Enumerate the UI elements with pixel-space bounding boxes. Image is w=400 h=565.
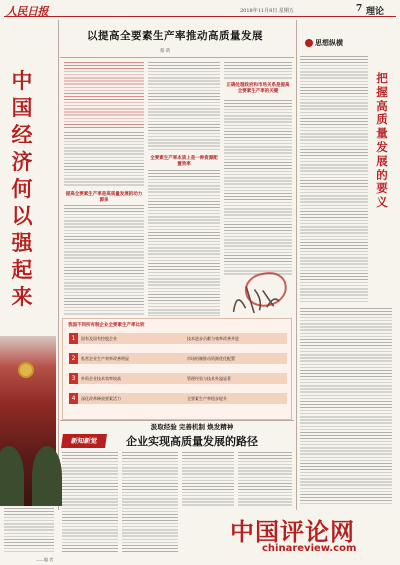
column-tag: 新知新觉 [61,434,107,448]
article-subheading: 提高全要素生产率是高质量发展的动力源泉 [65,192,143,203]
title-char: 义 [376,195,388,210]
row-left-text: 深化改革释放要素活力 [81,395,121,401]
title-char: 国 [11,96,33,120]
left-feature-title [8,68,36,311]
right-column-text [300,56,368,304]
infographic-row [69,353,287,364]
page-number: 7 [356,4,363,14]
headline-rule [60,57,294,58]
title-char: 的 [376,167,388,182]
infographic-box [62,318,292,420]
article-subheading: 全要素生产率本质上是一种资源配置效率 [150,156,218,167]
column-divider [296,20,297,510]
title-char: 何 [11,177,33,201]
row-left-text: 外资企业技术效率较高 [81,375,121,381]
title-char: 以 [11,204,33,228]
article-body-text [224,100,292,276]
speech-bubble-icon [305,39,313,47]
calligraphy-logo [224,274,289,322]
title-char: 展 [376,153,388,168]
main-byline: 蔡 昉 [160,49,171,54]
title-char: 高 [376,98,388,113]
main-headline: 以提高全要素生产率推动高质量发展 [87,30,263,42]
row-left-text: 国有及国有控股企业 [81,335,117,341]
infographic-title: 我国不同所有制企业全要素生产率比较 [68,323,145,328]
section-name: 理论 [366,7,385,17]
second-article-headline: 企业实现高质量发展的路径 [126,435,258,448]
column-divider [58,20,59,510]
section-rule [60,420,294,421]
emblem-icon [18,362,34,378]
title-char: 经 [11,123,33,147]
article-subheading: 正确处理政府和市场关系是提高全要素生产率的关键 [226,83,290,94]
opinion-tag-label: 思想纵横 [315,38,343,47]
title-char: 握 [376,84,388,99]
row-number: 4 [69,393,78,404]
editor-note: ——编 者 [36,557,54,562]
title-char: 把 [376,71,388,85]
masthead [4,3,396,17]
article-body-text [148,170,220,316]
opinion-column-tag [305,38,369,50]
article-body-text [182,452,234,508]
right-column-text [300,308,392,506]
issue-date: 2018年11月8日 星期五 [240,8,294,14]
article-body-text [64,205,144,315]
tree-shape [0,446,24,506]
right-column-title [372,72,392,210]
tiananmen-photo [0,336,56,506]
row-right-text: 全要素生产率稳步提升 [187,395,227,401]
article-body-text [148,62,220,152]
title-char: 要 [376,181,388,196]
newspaper-logo: 人民日报 [6,5,48,18]
second-article-kicker: 汲取经验 完善机制 焕发精神 [150,423,234,431]
infographic-row [69,393,287,404]
watermark-url: chinareview.com [262,543,357,554]
article-body-text [62,452,118,552]
title-char: 来 [11,285,33,309]
article-body-text [224,62,292,80]
row-number: 2 [69,353,78,364]
row-right-text: 技术进步贡献与效率改善并进 [187,335,239,341]
article-body-text [238,452,292,508]
left-column-text [4,508,54,554]
row-left-text: 私营企业生产效率改善明显 [81,355,129,361]
article-body-text [64,132,144,188]
article-lead-text [64,62,144,130]
row-number: 1 [69,333,78,344]
calligraphy-text [228,288,229,289]
title-char: 发 [376,139,388,154]
row-right-text: 管理经验与技术外溢显著 [187,375,231,381]
title-char: 量 [376,126,388,141]
title-char: 济 [11,150,33,174]
infographic-row [69,373,287,384]
tree-shape [32,446,62,506]
title-char: 质 [376,112,388,127]
title-char: 中 [11,69,33,93]
article-body-text [122,452,178,552]
infographic-row [69,333,287,344]
watermark-brand: 中国评论网 [230,518,355,546]
title-char: 起 [11,258,33,282]
row-number: 3 [69,373,78,384]
title-char: 强 [11,231,33,255]
row-right-text: 市场机制推动资源优化配置 [187,355,235,361]
